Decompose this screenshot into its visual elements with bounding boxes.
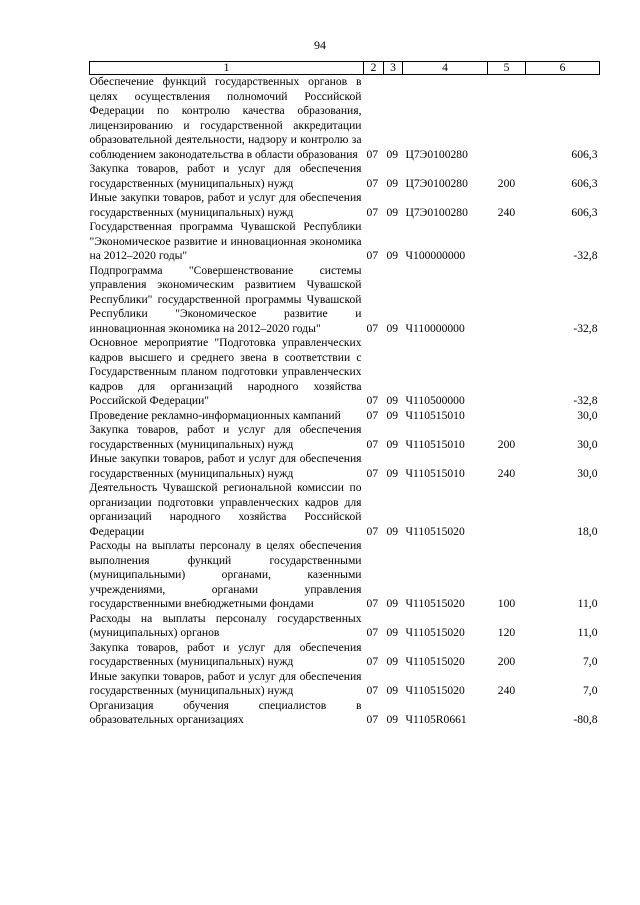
row-name-cell: Проведение рекламно-информационных кампаний [89, 408, 341, 422]
table-row [90, 452, 600, 481]
row-section-cell: 07 [366, 524, 379, 538]
row-subsection-cell: 09 [386, 524, 399, 538]
row-expense-type-cell: 100 [497, 597, 516, 610]
table-row [90, 191, 600, 220]
row-subsection-cell: 09 [386, 597, 399, 610]
table-row [90, 539, 600, 612]
row-subsection-cell: 09 [386, 176, 399, 190]
page-number: 94 [314, 38, 326, 52]
table-header-row [90, 62, 600, 75]
header-col-3: 3 [384, 62, 403, 75]
row-expense-type-cell: 200 [497, 176, 516, 190]
row-section-cell: 07 [366, 437, 379, 451]
row-section-cell: 07 [366, 249, 379, 262]
row-expense-type-cell [488, 264, 526, 337]
row-amount-cell: 11,0 [577, 597, 598, 610]
row-amount-cell: 7,0 [583, 684, 598, 697]
row-expense-type-cell [488, 481, 526, 539]
table-row [90, 75, 600, 163]
row-expense-type-cell: 240 [497, 466, 516, 480]
row-amount-cell: 606,3 [571, 147, 598, 161]
row-name-cell: Иные закупки товаров, работ и услуг для обеспечения государственных (муниципальных) нужд [89, 669, 362, 697]
row-amount-cell: 30,0 [577, 437, 598, 451]
row-expense-type-cell: 240 [497, 684, 516, 697]
row-target-article-cell: Ч110500000 [405, 394, 465, 407]
row-subsection-cell: 09 [386, 626, 399, 639]
table-row [90, 612, 600, 641]
table-body [90, 75, 600, 728]
row-subsection-cell: 09 [386, 249, 399, 262]
row-expense-type-cell [488, 75, 526, 163]
row-amount-cell: -32,8 [573, 394, 598, 407]
row-subsection-cell: 09 [386, 205, 399, 219]
row-section-cell: 07 [366, 176, 379, 190]
row-name-cell: Обеспечение функций государственных органов в целях осуществления полномочий Российской Федерации по контролю качества образования, лицензированию и государственной аккредитации образовательной деятельности, надзору и контролю за соблюдением законодательства в области образования [89, 75, 362, 161]
row-subsection-cell: 09 [386, 394, 399, 407]
row-name-cell: Закупка товаров, работ и услуг для обеспечения государственных (муниципальных) нужд [89, 640, 362, 668]
row-subsection-cell: 09 [386, 684, 399, 697]
table-row [90, 336, 600, 409]
row-target-article-cell: Ч110515020 [405, 655, 465, 668]
row-expense-type-cell [488, 336, 526, 409]
row-target-article-cell: Ч1105R0661 [405, 713, 467, 726]
row-amount-cell: -80,8 [573, 713, 598, 726]
row-section-cell: 07 [366, 466, 379, 480]
header-col-4: 4 [403, 62, 488, 75]
row-subsection-cell: 09 [386, 437, 399, 451]
table-row [90, 162, 600, 191]
row-section-cell: 07 [366, 408, 379, 422]
row-name-cell: Закупка товаров, работ и услуг для обеспечения государственных (муниципальных) нужд [89, 423, 362, 451]
row-amount-cell: -32,8 [573, 321, 598, 335]
row-target-article-cell: Ц7Э0100280 [405, 176, 468, 190]
row-section-cell: 07 [366, 626, 379, 639]
row-amount-cell: -32,8 [573, 249, 598, 262]
row-name-cell: Иные закупки товаров, работ и услуг для обеспечения государственных (муниципальных) нужд [89, 452, 362, 480]
row-expense-type-cell [488, 220, 526, 264]
header-col-1: 1 [90, 62, 364, 75]
table-row [90, 423, 600, 452]
row-name-cell: Иные закупки товаров, работ и услуг для обеспечения государственных (муниципальных) нужд [89, 191, 362, 219]
table-row [90, 670, 600, 699]
row-name-cell: Государственная программа Чувашской Республики "Экономическое развитие и инновационная экономика на 2012–2020 годы" [89, 220, 362, 262]
row-name-cell: Расходы на выплаты персоналу в целях обеспечения выполнения функций государственными (муниципальными) органами, казенными учреждениями, органами управления государственными внебюджетными фондами [89, 539, 362, 610]
row-amount-cell: 30,0 [577, 466, 598, 480]
row-section-cell: 07 [366, 394, 379, 407]
row-expense-type-cell [488, 699, 526, 728]
row-expense-type-cell: 200 [497, 655, 516, 668]
row-target-article-cell: Ч100000000 [405, 249, 466, 262]
row-target-article-cell: Ц7Э0100280 [405, 205, 468, 219]
table-row [90, 481, 600, 539]
budget-table [89, 61, 600, 728]
row-target-article-cell: Ч110515020 [405, 597, 465, 610]
row-section-cell: 07 [366, 713, 379, 726]
row-target-article-cell: Ч110515010 [405, 466, 465, 480]
row-section-cell: 07 [366, 205, 379, 219]
row-target-article-cell: Ч110515010 [405, 408, 465, 422]
header-col-2: 2 [364, 62, 384, 75]
row-name-cell: Расходы на выплаты персоналу государственных (муниципальных) органов [89, 611, 362, 639]
row-target-article-cell: Ц7Э0100280 [405, 147, 468, 161]
row-name-cell: Закупка товаров, работ и услуг для обеспечения государственных (муниципальных) нужд [89, 162, 362, 190]
row-expense-type-cell: 240 [497, 205, 516, 219]
row-amount-cell: 11,0 [577, 626, 598, 639]
row-name-cell: Деятельность Чувашской региональной комиссии по организации подготовки управленческих кадров для организаций народного хозяйства Российской Федерации [89, 481, 362, 538]
header-col-6: 6 [526, 62, 600, 75]
row-section-cell: 07 [366, 655, 379, 668]
row-name-cell: Организация обучения специалистов в образовательных организациях [89, 698, 362, 726]
row-section-cell: 07 [366, 147, 379, 161]
table-row [90, 699, 600, 728]
row-amount-cell: 18,0 [577, 524, 598, 538]
row-target-article-cell: Ч110515020 [405, 524, 465, 538]
row-target-article-cell: Ч110515010 [405, 437, 465, 451]
row-amount-cell: 7,0 [583, 655, 598, 668]
row-section-cell: 07 [366, 597, 379, 610]
row-subsection-cell: 09 [386, 147, 399, 161]
table-row [90, 220, 600, 264]
row-subsection-cell: 09 [386, 713, 399, 726]
row-subsection-cell: 09 [386, 466, 399, 480]
row-amount-cell: 30,0 [577, 408, 598, 422]
row-target-article-cell: Ч110515020 [405, 684, 465, 697]
table-row [90, 641, 600, 670]
header-col-5: 5 [488, 62, 526, 75]
row-subsection-cell: 09 [386, 408, 399, 422]
row-name-cell: Подпрограмма "Совершенствование системы управления экономическим развитием Чувашской Республики" государственной программы Чувашской Республики "Экономическое развитие и инновационная экономика на 2012–2020 годы" [89, 263, 362, 335]
row-expense-type-cell: 120 [497, 626, 516, 639]
table-row [90, 264, 600, 337]
row-section-cell: 07 [366, 684, 379, 697]
row-expense-type-cell: 200 [497, 437, 516, 451]
row-expense-type-cell [488, 409, 526, 424]
row-target-article-cell: Ч110515020 [405, 626, 465, 639]
row-amount-cell: 606,3 [571, 205, 598, 219]
row-section-cell: 07 [366, 321, 379, 335]
row-subsection-cell: 09 [386, 321, 399, 335]
row-subsection-cell: 09 [386, 655, 399, 668]
row-name-cell: Основное мероприятие "Подготовка управленческих кадров высшего и среднего звена в соответствии с Государственным планом подготовки управленческих кадров для организаций народного хозяйства Российской Федерации" [89, 336, 362, 407]
table-row [90, 409, 600, 424]
row-amount-cell: 606,3 [571, 176, 598, 190]
row-target-article-cell: Ч110000000 [405, 321, 465, 335]
